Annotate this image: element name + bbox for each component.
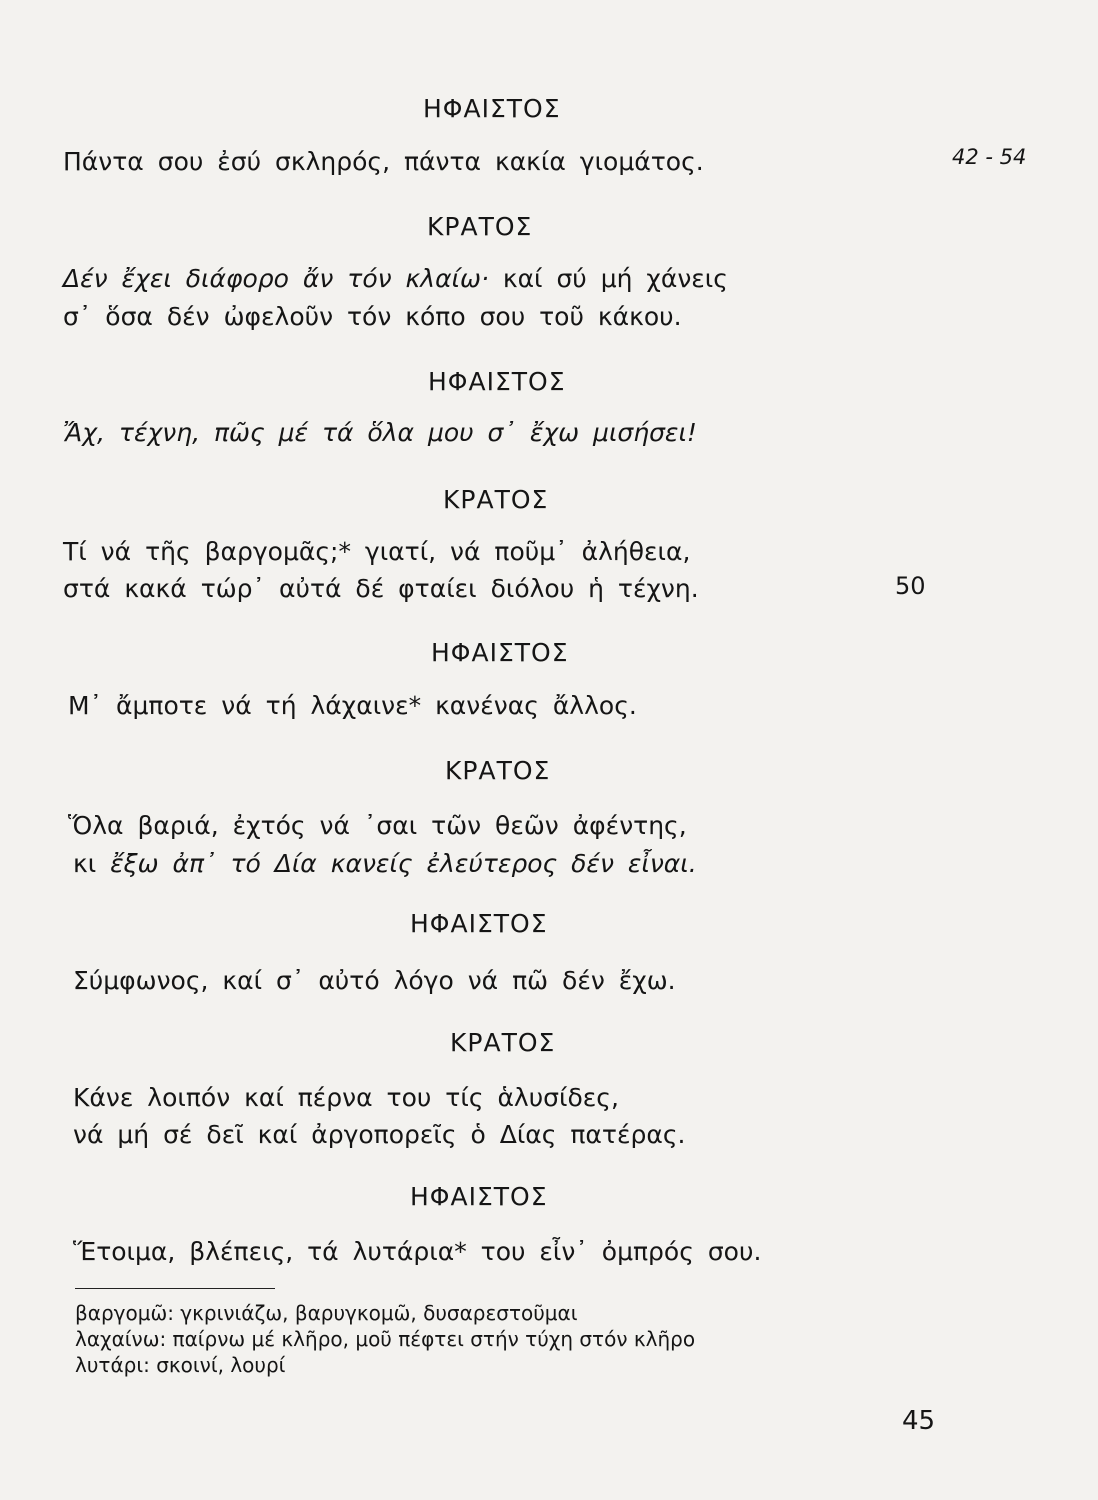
- verse-regular: καί σύ μή χάνεις: [488, 264, 728, 293]
- verse-line: [73, 849, 697, 878]
- verse-italic: Δέν ἔχει διάφορο ἄν τόν κλαίω·: [63, 264, 489, 293]
- line-range: 42 - 54: [952, 145, 1027, 169]
- speaker-name: ΚΡΑΤΟΣ: [450, 1028, 556, 1057]
- speaker-name: ΗΦΑΙΣΤΟΣ: [423, 94, 561, 123]
- speaker-name: ΚΡΑΤΟΣ: [445, 756, 551, 785]
- verse-line: Μ᾽ ἄμποτε νά τή λάχαινε* κανένας ἄλλος.: [68, 691, 637, 720]
- speaker-name: ΗΦΑΙΣΤΟΣ: [410, 1182, 548, 1211]
- footnote: λυτάρι: σκοινί, λουρί: [75, 1353, 286, 1377]
- verse-line: Σύμφωνος, καί σ᾽ αὐτό λόγο νά πῶ δέν ἔχω.: [73, 966, 676, 995]
- speaker-name: ΚΡΑΤΟΣ: [427, 212, 533, 241]
- verse-regular: κι: [73, 849, 111, 878]
- verse-line: Ὅλα βαριά, ἐχτός νά ᾽σαι τῶν θεῶν ἀφέντης,: [68, 811, 687, 840]
- speaker-name: ΚΡΑΤΟΣ: [443, 485, 549, 514]
- page-number: 45: [902, 1406, 936, 1436]
- footnote: λαχαίνω: παίρνω μέ κλῆρο, μοῦ πέφτει στήν τύχη στόν κλῆρο: [75, 1327, 696, 1351]
- verse-line: στά κακά τώρ᾽ αὐτά δέ φταίει διόλου ἡ τέχνη.: [63, 574, 699, 603]
- verse-line: Ἄχ, τέχνη, πῶς μέ τά ὅλα μου σ᾽ ἔχω μισήσει!: [63, 418, 697, 447]
- speaker-name: ΗΦΑΙΣΤΟΣ: [428, 367, 566, 396]
- verse-line: Τί νά τῆς βαργομᾶς;* γιατί, νά ποῦμ᾽ ἀλήθεια,: [63, 537, 691, 566]
- line-number-50: 50: [895, 572, 926, 600]
- verse-line: σ᾽ ὅσα δέν ὠφελοῦν τόν κόπο σου τοῦ κάκου.: [63, 302, 682, 331]
- footnote-divider: [75, 1288, 275, 1289]
- verse-line: Κάνε λοιπόν καί πέρνα του τίς ἁλυσίδες,: [73, 1083, 619, 1112]
- verse-line: Πάντα σου ἐσύ σκληρός, πάντα κακία γιομάτος.: [63, 147, 704, 176]
- verse-italic: ἔξω ἀπ᾽ τό Δία κανείς ἐλεύτερος δέν εἶναι.: [110, 849, 697, 878]
- footnote: βαργομῶ: γκρινιάζω, βαρυγκομῶ, δυσαρεστοῦμαι: [75, 1301, 578, 1325]
- verse-line: [63, 264, 728, 293]
- speaker-name: ΗΦΑΙΣΤΟΣ: [431, 638, 569, 667]
- verse-line: νά μή σέ δεῖ καί ἀργοπορεῖς ὁ Δίας πατέρας.: [73, 1120, 686, 1149]
- verse-line: Ἕτοιμα, βλέπεις, τά λυτάρια* του εἶν᾽ ὀμπρός σου.: [73, 1237, 762, 1266]
- speaker-name: ΗΦΑΙΣΤΟΣ: [410, 909, 548, 938]
